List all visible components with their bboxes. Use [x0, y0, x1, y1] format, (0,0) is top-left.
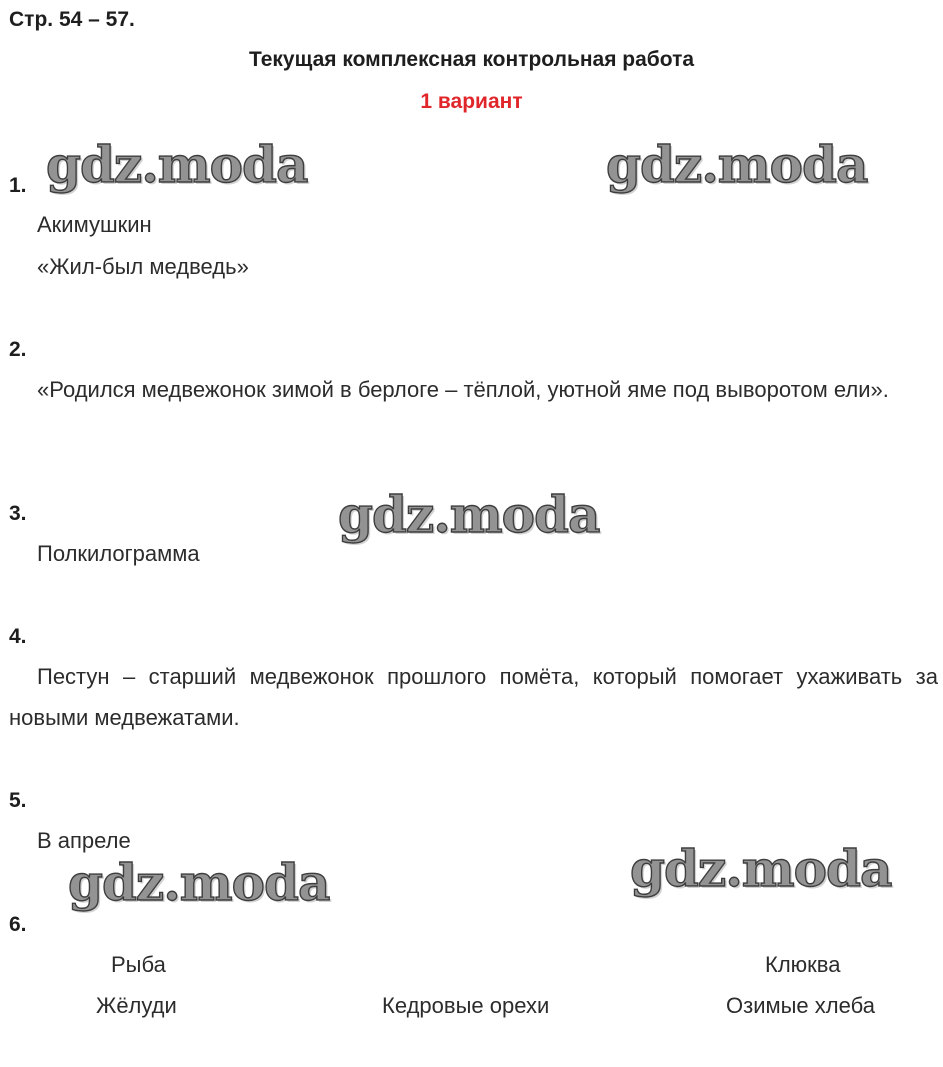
page-reference: Стр. 54 – 57. — [9, 8, 135, 31]
task-number: 4. — [9, 625, 27, 648]
answer-month: В апреле — [37, 828, 131, 853]
food-item: Кедровые орехи — [382, 993, 550, 1018]
answer-story-title: «Жил-был медведь» — [37, 254, 249, 279]
answer-author: Акимушкин — [37, 212, 152, 237]
watermark-logo: gdz.moda — [46, 135, 308, 194]
task-number: 5. — [9, 789, 27, 812]
watermark-logo: gdz.moda — [630, 839, 892, 898]
task-number: 2. — [9, 338, 27, 361]
watermark-logo: gdz.moda — [606, 135, 868, 194]
food-item: Рыба — [111, 952, 166, 977]
answer-weight: Полкилограмма — [37, 541, 200, 566]
task-number: 6. — [9, 913, 27, 936]
food-item: Жёлуди — [96, 993, 177, 1018]
answer-definition: Пестун – старший медвежонок прошлого помёта, который помогает ухаживать за новыми медвежатами. — [9, 664, 938, 730]
watermark-logo: gdz.moda — [68, 853, 330, 912]
task-number: 3. — [9, 502, 27, 525]
food-item: Озимые хлеба — [726, 993, 875, 1018]
worksheet-title: Текущая комплексная контрольная работа — [248, 48, 695, 71]
answer-quote: «Родился медвежонок зимой в берлоге – тёплой, уютной яме под выворотом ели». — [37, 377, 889, 402]
variant-label: 1 вариант — [420, 90, 523, 113]
watermark-logo: gdz.moda — [338, 485, 600, 544]
food-item: Клюква — [765, 952, 841, 977]
task-number: 1. — [9, 174, 27, 197]
